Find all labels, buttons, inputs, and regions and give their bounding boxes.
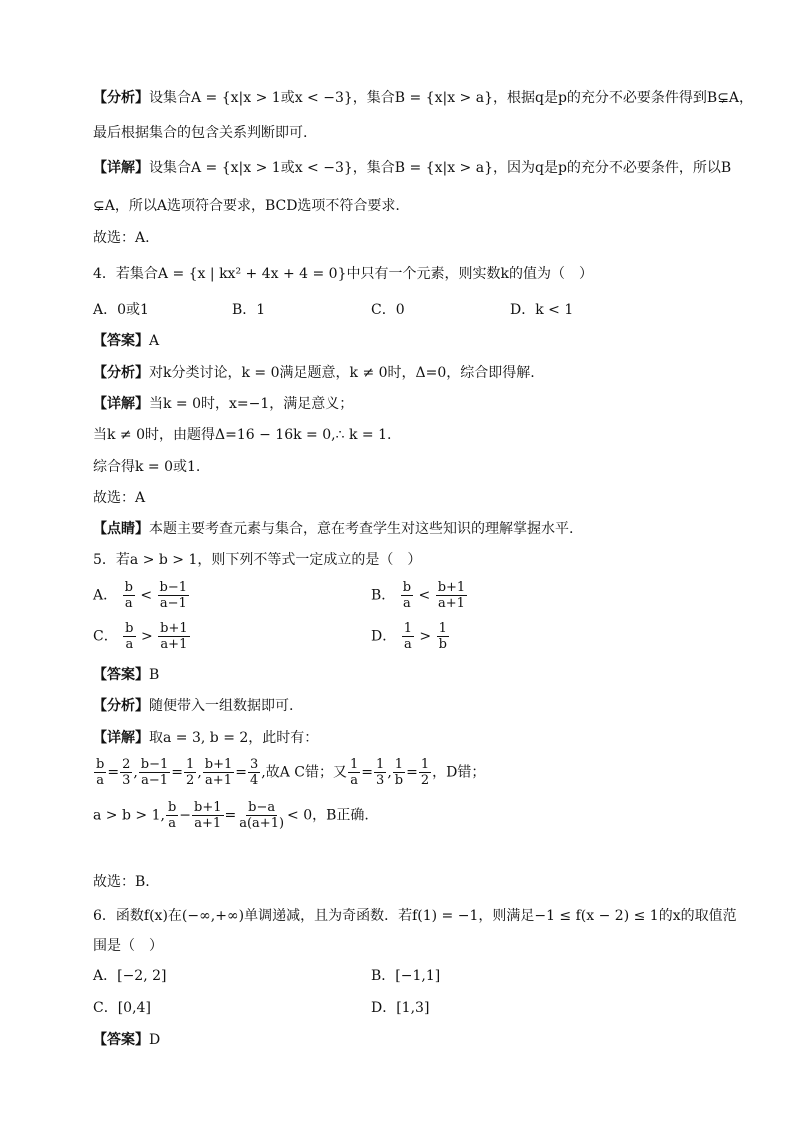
question-4-option-c: C．0	[371, 302, 405, 318]
question-6-text-cont: 围是（ ）	[93, 938, 163, 954]
analysis-text: 设集合A = {x|x > 1或x < −3}，集合B = {x|x > a}，根据q是p的充分不必要条件得到B⊊A，	[149, 90, 754, 106]
fraction: $\frac{1}{3}$	[376, 757, 385, 788]
question-5-text: 5．若a > b > 1，则下列不等式一定成立的是（ ）	[93, 552, 422, 568]
question-4-detail-line-3: 综合得k = 0或1.	[93, 459, 201, 475]
analysis-tag: 【分析】	[93, 365, 149, 381]
answer-tag: 【答案】	[93, 333, 149, 349]
question-4-detail	[93, 394, 353, 414]
fraction: $\frac{3}{4}$	[250, 757, 259, 788]
question-5-option-a: A． $\frac{b}{a}$ < $\frac{b-1}{a-1}$	[93, 580, 188, 611]
answer-value: A	[149, 333, 160, 349]
fraction: $\frac{2}{3}$	[122, 757, 131, 788]
question-5-choose: 故选：B.	[93, 874, 150, 890]
detail-paragraph	[93, 158, 731, 178]
question-5-detail	[93, 728, 318, 748]
fraction: $\frac{1}{a}$	[350, 757, 359, 788]
fraction: $\frac{b+1}{a+1}$	[160, 621, 188, 652]
analysis-text: 随便带入一组数据即可.	[149, 698, 294, 714]
question-6-option-c: C．[0,4]	[93, 1000, 151, 1016]
fraction: $\frac{b+1}{a+1}$	[204, 757, 233, 788]
fraction: $\frac{b}{a}$	[402, 580, 412, 611]
question-5-option-b: B． $\frac{b}{a}$ < $\frac{b+1}{a+1}$	[371, 580, 466, 611]
question-5-analysis	[93, 696, 293, 716]
fraction: $\frac{1}{b}$	[394, 757, 404, 788]
detail-tag: 【详解】	[93, 396, 149, 412]
question-5-detail-line-2: $\frac{b}{a}$ = $\frac{2}{3}$ , $\frac{b-1}{a-1}$ = $\frac{1}{2}$ , $\frac{b+1}{a+1}$ = $\frac{3}{4}$ ,故A C错；又 $\frac{1}{a}$ = $\frac{1}{3}$ , $\frac{1}{b}$ = $\frac{1}{2}$ ，D错；	[96, 757, 486, 788]
fraction: $\frac{b-1}{a-1}$	[140, 757, 169, 788]
analysis-text: 对k分类讨论，k = 0满足题意，k ≠ 0时，Δ=0，综合即得解.	[149, 365, 535, 381]
option-label: A．	[93, 587, 118, 604]
fraction: $\frac{b+1}{a+1}$	[437, 580, 466, 611]
question-4-text: 4．若集合A = {x | kx² + 4x + 4 = 0}中只有一个元素，则实数k的值为（ ）	[93, 266, 593, 282]
point-text: 本题主要考查元素与集合，意在考查学生对这些知识的理解掌握水平.	[149, 521, 574, 537]
detail-text: 设集合A = {x|x > 1或x < −3}，集合B = {x|x > a}，因为q是p的充分不必要条件，所以B	[149, 160, 732, 176]
answer-tag: 【答案】	[93, 1032, 149, 1048]
option-label: B．	[371, 587, 396, 604]
fraction: $\frac{b+1}{a+1}$	[194, 800, 222, 831]
fraction: $\frac{b-1}{a-1}$	[159, 580, 188, 611]
question-4-option-a: A．0或1	[93, 302, 149, 318]
fraction: $\frac{1}{2}$	[186, 757, 195, 788]
question-4-option-b: B．1	[232, 302, 266, 318]
point-tag: 【点睛】	[93, 521, 149, 537]
question-6-text: 6．函数f(x)在(−∞,+∞)单调递减，且为奇函数．若f(1) = −1，则满足−1 ≤ f(x − 2) ≤ 1的x的取值范	[93, 908, 737, 924]
fraction: $\frac{b-a}{a(a+1)}$	[239, 800, 285, 831]
analysis-paragraph	[93, 88, 753, 108]
question-4-analysis	[93, 363, 535, 383]
detail-continuation: ⊊A，所以A选项符合要求，BCD选项不符合要求.	[93, 198, 400, 214]
detail-text: 当k = 0时，x=−1，满足意义；	[149, 396, 354, 412]
choose-line: 故选：A.	[93, 230, 150, 246]
analysis-tag: 【分析】	[93, 90, 149, 106]
question-5-answer	[93, 665, 159, 685]
question-4-detail-line-2: 当k ≠ 0时，由题得Δ=16 − 16k = 0,∴ k = 1.	[93, 427, 392, 443]
answer-value: D	[149, 1032, 161, 1048]
fraction: $\frac{b}{a}$	[167, 800, 177, 831]
analysis-tag: 【分析】	[93, 698, 149, 714]
question-4-point	[93, 519, 573, 539]
detail-tag: 【详解】	[93, 730, 149, 746]
question-5-detail-line-3: a > b > 1, $\frac{b}{a}$ − $\frac{b+1}{a+1}$ = $\frac{b-a}{a(a+1)}$ < 0，B正确.	[93, 800, 369, 831]
answer-value: B	[149, 667, 160, 683]
fraction: $\frac{1}{2}$	[420, 757, 430, 788]
question-6-option-a: A．[−2, 2]	[93, 968, 167, 984]
analysis-continuation: 最后根据集合的包含关系判断即可.	[93, 125, 308, 141]
fraction: $\frac{1}{a}$	[403, 621, 412, 652]
question-6-option-b: B．[−1,1]	[371, 968, 441, 984]
question-4-choose: 故选：A	[93, 490, 146, 506]
detail-text: 取a = 3, b = 2，此时有：	[149, 730, 319, 746]
option-label: C．	[93, 628, 118, 645]
question-5-option-c: C． $\frac{b}{a}$ > $\frac{b+1}{a+1}$	[93, 621, 188, 652]
answer-tag: 【答案】	[93, 667, 149, 683]
question-5-option-d: D． $\frac{1}{a}$ > $\frac{1}{b}$	[371, 621, 447, 652]
question-4-option-d: D．k < 1	[510, 302, 574, 318]
fraction: $\frac{b}{a}$	[96, 757, 105, 788]
fraction: $\frac{b}{a}$	[125, 621, 134, 652]
fraction: $\frac{b}{a}$	[124, 580, 133, 611]
question-6-option-d: D．[1,3]	[371, 1000, 430, 1016]
question-6-answer	[93, 1030, 160, 1050]
detail-tag: 【详解】	[93, 160, 149, 176]
question-4-answer	[93, 331, 159, 351]
option-label: D．	[371, 628, 397, 645]
fraction: $\frac{1}{b}$	[438, 621, 447, 652]
